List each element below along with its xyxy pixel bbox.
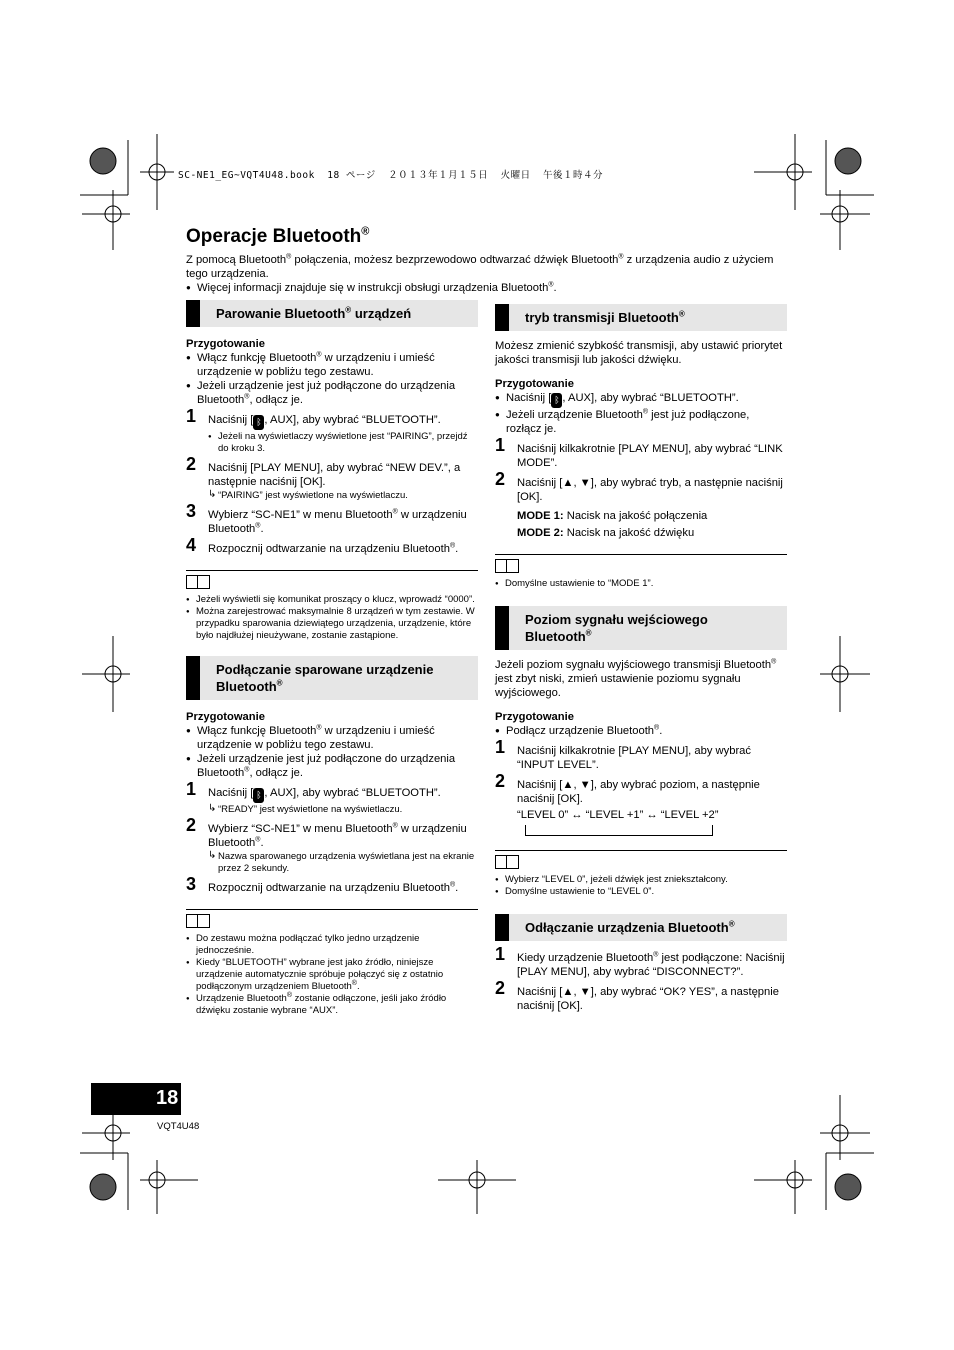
note-item: ● Kiedy “BLUETOOTH” wybrane jest jako źródło, niniejsze urządzenie automatycznie spróbuje połączyć się z ostatnio podłączonym urządzeniem Bluetooth®.: [186, 957, 478, 993]
prep-heading: Przygotowanie: [495, 711, 574, 723]
step-3: 3 Rozpocznij odtwarzanie na urządzeniu Bluetooth®.: [186, 874, 459, 894]
step-2: 2 Naciśnij [▲, ▼], aby wybrać “OK? YES”, a następnie naciśnij [OK].: [495, 978, 779, 1012]
intro-text: Z pomocą Bluetooth® połączenia, możesz bezprzewodowo odtwarzać dźwięk Bluetooth® z urządzenia audio z użyciem tego urządzenia. ● Więcej informacji znajduje się w instrukcji obsługi urządzenia Bluetooth®.: [186, 253, 776, 295]
bluetooth-icon: ᛒ: [253, 788, 264, 803]
note-book-icon: [495, 855, 519, 869]
list-item: ● Podłącz urządzenie Bluetooth®.: [495, 724, 787, 738]
section-mode-title: tryb transmisji Bluetooth®: [495, 304, 787, 331]
note-item: ● Domyślne ustawienie to “LEVEL 0”.: [495, 886, 787, 898]
list-item: ● Jeżeli urządzenie jest już podłączone do urządzenia Bluetooth®, odłącz je.: [186, 379, 478, 407]
step-2: 2 Naciśnij [▲, ▼], aby wybrać tryb, a następnie naciśnij [OK]. MODE 1: Nacisk na jakość połączenia MODE 2: Nacisk na jakość dźwięku: [495, 476, 787, 540]
left-column: [186, 300, 478, 1017]
note-item: ● Domyślne ustawienie to “MODE 1”.: [495, 578, 787, 590]
section-connect-title: Podłączanie sparowane urządzenie Bluetooth®: [186, 656, 478, 700]
step-2: 2 Naciśnij [▲, ▼], aby wybrać poziom, a następnie naciśnij [OK]. “LEVEL 0” ↔ “LEVEL +1” ↔ “LEVEL +2”: [495, 778, 787, 836]
step-result: ↳ “READY” jest wyświetlone na wyświetlaczu.: [208, 804, 478, 816]
level-cycle: “LEVEL 0” ↔ “LEVEL +1” ↔ “LEVEL +2”: [517, 809, 719, 821]
prep-heading: Przygotowanie: [186, 338, 265, 350]
mode-option: MODE 1: Nacisk na jakość połączenia: [517, 510, 708, 522]
step-4: 4 Rozpocznij odtwarzanie na urządzeniu Bluetooth®.: [186, 535, 459, 555]
list-item: ● Jeżeli urządzenie Bluetooth® jest już podłączone, rozłącz je.: [495, 408, 787, 436]
note-book-icon: [495, 559, 519, 573]
step-2: 2 Naciśnij [PLAY MENU], aby wybrać “NEW DEV.”, a następnie naciśnij [OK]. ↳ “PAIRING” jest wyświetlone na wyświetlaczu.: [186, 461, 478, 502]
section-intro: Możesz zmienić szybkość transmisji, aby ustawić priorytet jakości transmisji lub jakości dźwięku.: [495, 340, 783, 366]
step-1: 1 Kiedy urządzenie Bluetooth® jest podłączone: Naciśnij [PLAY MENU], aby wybrać “DISCONNECT?”.: [495, 944, 785, 978]
step-result: ↳ “PAIRING” jest wyświetlone na wyświetlaczu.: [208, 490, 478, 502]
note-box: [186, 909, 478, 1017]
note-item: ● Wybierz “LEVEL 0”, jeżeli dźwięk jest zniekształcony.: [495, 874, 787, 886]
section-disconnect-title: Odłączanie urządzenia Bluetooth®: [495, 914, 787, 941]
section-intro: Jeżeli poziom sygnału wyjściowego transmisji Bluetooth® jest zbyt niski, zmień ustawienie poziomu sygnału wyjściowego.: [495, 658, 777, 699]
cycle-loop-arrow: [525, 825, 713, 836]
note-book-icon: [186, 575, 210, 589]
section-level-title: Poziom sygnału wejściowego Bluetooth®: [495, 606, 787, 650]
note-box: [495, 554, 787, 590]
step-3: 3 Wybierz “SC-NE1” w menu Bluetooth® w urządzeniu Bluetooth®.: [186, 501, 467, 535]
step-1: 1 Naciśnij [ ᛒ , AUX], aby wybrać “BLUETOOTH”. ● Jeżeli na wyświetlaczy wyświetlone jest “PAIRING”, przejdź do kroku 3.: [186, 413, 478, 455]
note-box: [186, 570, 478, 642]
note-item: ● Do zestawu można podłączać tylko jedno urządzenie jednocześnie.: [186, 933, 478, 957]
note-item: ● Można zarejestrować maksymalnie 8 urządzeń w tym zestawie. W przypadku sparowania dziewiątego urządzenia, urządzenie, które było najdłużej nieużywane, zostanie zastąpione.: [186, 606, 478, 642]
prep-heading: Przygotowanie: [186, 711, 265, 723]
note-item: ● Jeżeli wyświetli się komunikat proszący o klucz, wprowadź “0000”.: [186, 594, 478, 606]
step-1: 1 Naciśnij [ ᛒ , AUX], aby wybrać “BLUETOOTH”. ↳ “READY” jest wyświetlone na wyświetlaczu.: [186, 786, 478, 816]
mode-option: MODE 2: Nacisk na jakość dźwięku: [517, 527, 695, 539]
step-note: ● Jeżeli na wyświetlaczy wyświetlone jest “PAIRING”, przejdź do kroku 3.: [208, 431, 478, 455]
model-code: VQT4U48: [157, 1121, 200, 1132]
prep-heading: Przygotowanie: [495, 378, 574, 390]
list-item: ● Włącz funkcję Bluetooth® w urządzeniu i umieść urządzenie w pobliżu tego zestawu.: [186, 351, 478, 379]
step-2: 2 Wybierz “SC-NE1” w menu Bluetooth® w urządzeniu Bluetooth®. ↳ Nazwa sparowanego urządzenia wyświetlana jest na ekranie przez 2 sekundy.: [186, 822, 478, 875]
list-item: ● Naciśnij [ ᛒ , AUX], aby wybrać “BLUETOOTH”.: [495, 391, 787, 408]
print-header: SC-NE1_EG~VQT4U48.book 18 ページ ２０１３年１月１５日 火曜日 午後１時４分: [178, 170, 604, 181]
step-result: ↳ Nazwa sparowanego urządzenia wyświetlana jest na ekranie przez 2 sekundy.: [208, 851, 478, 875]
note-box: [495, 850, 787, 898]
right-column: [495, 304, 787, 1013]
step-1: 1 Naciśnij kilkakrotnie [PLAY MENU], aby wybrać “LINK MODE”.: [495, 435, 783, 469]
page-number: 18: [156, 1087, 179, 1109]
note-item: ● Urządzenie Bluetooth® zostanie odłączone, jeśli jako źródło dźwięku zostanie wybrane “AUX”.: [186, 993, 478, 1017]
bluetooth-icon: ᛒ: [551, 393, 562, 408]
bluetooth-icon: ᛒ: [253, 415, 264, 430]
page-title: Operacje Bluetooth®: [186, 225, 370, 247]
note-book-icon: [186, 914, 210, 928]
section-pairing-title: Parowanie Bluetooth® urządzeń: [186, 300, 478, 327]
step-1: 1 Naciśnij kilkakrotnie [PLAY MENU], aby wybrać “INPUT LEVEL”.: [495, 737, 751, 771]
list-item: ● Włącz funkcję Bluetooth® w urządzeniu i umieść urządzenie w pobliżu tego zestawu.: [186, 724, 478, 752]
list-item: ● Jeżeli urządzenie jest już podłączone do urządzenia Bluetooth®, odłącz je.: [186, 752, 478, 780]
